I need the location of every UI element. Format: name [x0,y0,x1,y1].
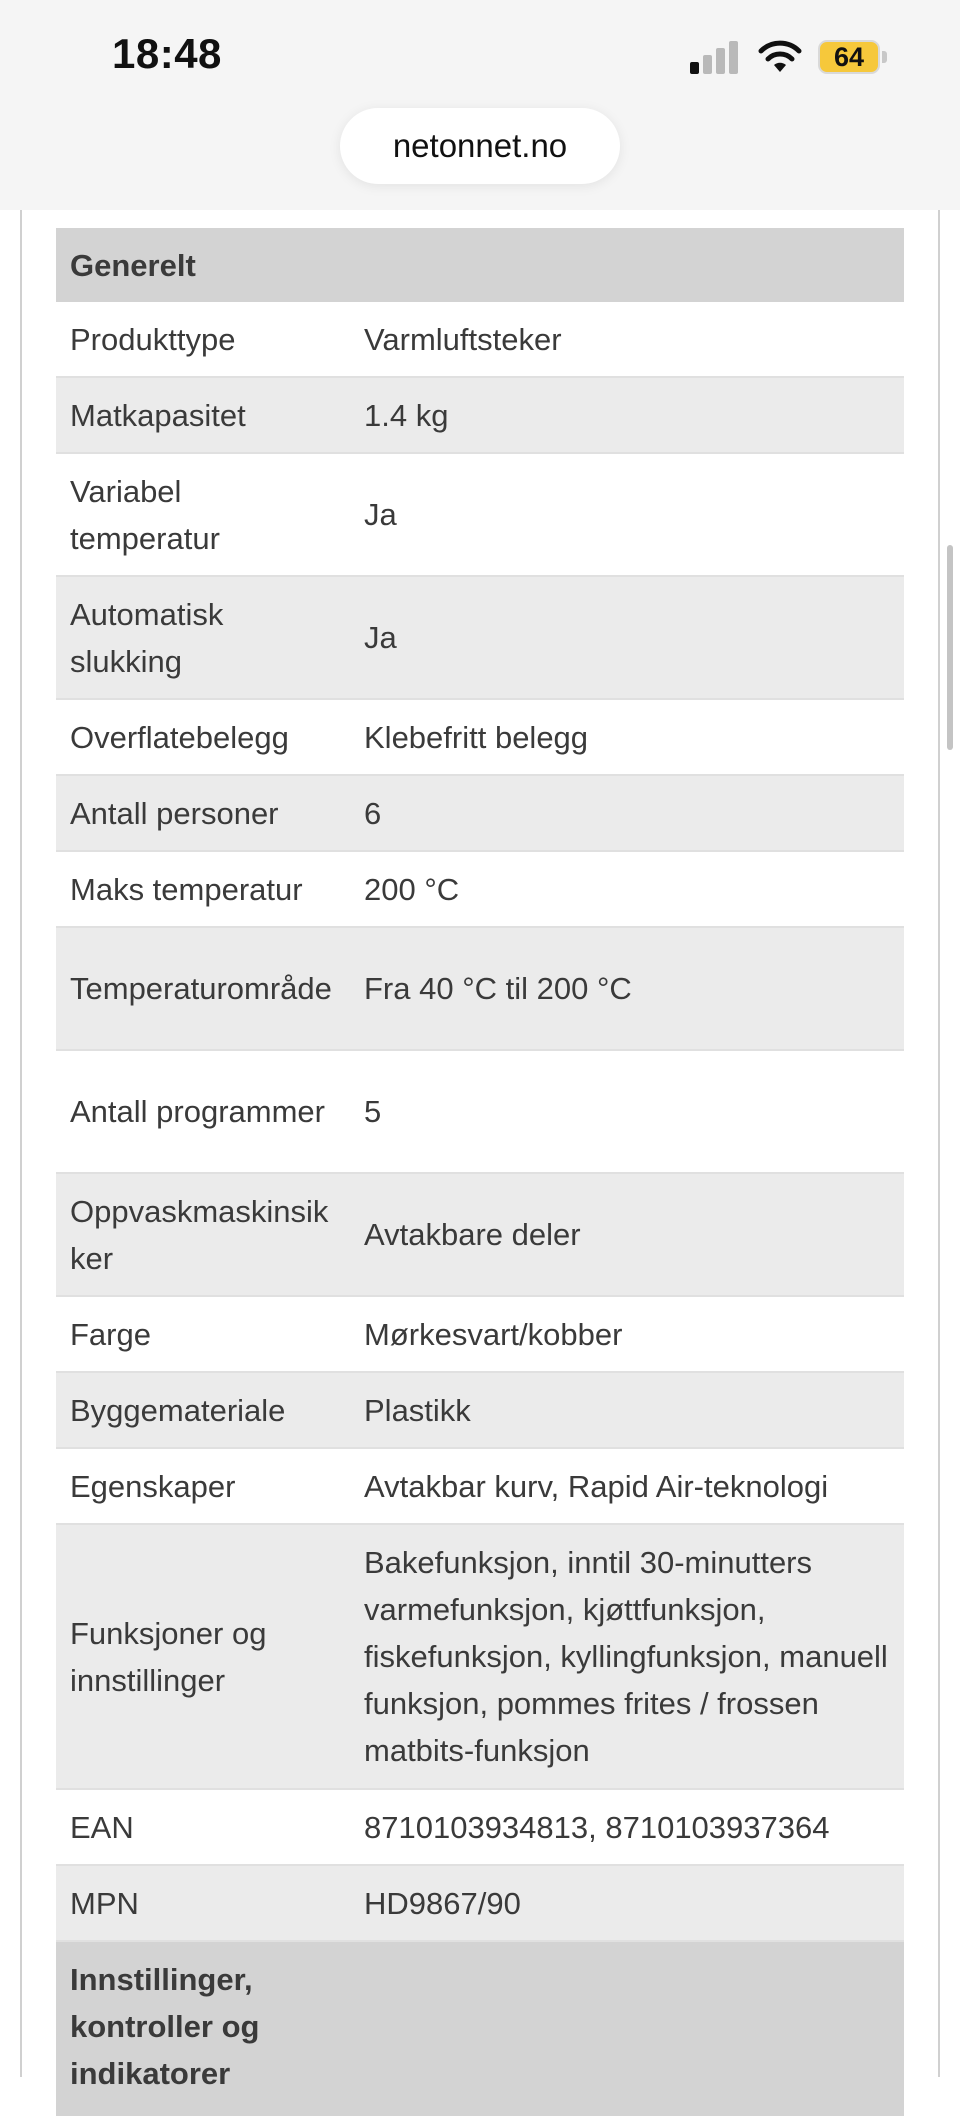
spec-value: Varmluftsteker [364,321,562,357]
spec-table [56,228,904,2116]
spec-value: Avtakbar kurv, Rapid Air-teknologi [364,1468,829,1504]
scrollbar[interactable] [947,545,953,750]
spec-label: Automatisk slukking [56,576,350,699]
spec-value: 1.4 kg [350,377,904,453]
spec-value: 8710103934813, 8710103937364 [364,1809,830,1845]
spec-label: Funksjoner og innstillinger [56,1524,350,1789]
wifi-icon [756,38,804,74]
clock: 18:48 [112,30,222,77]
status-bar [0,0,960,210]
table-row [56,775,904,851]
spec-value: Bakefunksjon, inntil 30-minutters varmefunksjon, kjøttfunksjon, fiskefunksjon, kyllingfunksjon, manuell funksjon, pommes frites / frossen matbits-funksjon [350,1524,904,1789]
spec-value: Klebefritt belegg [364,719,589,755]
spec-value: Fra 40 °C til 200 °C [350,927,904,1050]
table-row [56,576,904,699]
cellular-signal-icon [690,40,740,74]
section-header-controls [56,1941,904,2116]
spec-label: MPN [56,1865,350,1941]
spec-label: Matkapasitet [56,377,350,453]
spec-label: Oppvaskmaskinsikker [56,1173,350,1296]
table-row [56,1448,904,1524]
spec-label: Maks temperatur [70,871,303,907]
table-row [56,851,904,927]
table-row [56,927,904,1050]
table-row [56,1865,904,1941]
spec-label: Antall personer [56,775,350,851]
spec-value: Mørkesvart/kobber [364,1316,623,1352]
spec-value: Plastikk [350,1372,904,1448]
table-row [56,1372,904,1448]
spec-label: Overflatebelegg [70,719,289,755]
spec-value: 5 [364,1094,382,1129]
address-bar[interactable]: netonnet.no [340,108,620,184]
table-row [56,1789,904,1865]
spec-value: Ja [364,497,397,532]
table-row [56,699,904,775]
spec-label: Produkttype [70,321,236,357]
section-title: Innstillinger, kontroller og indikatorer [56,1941,350,2116]
battery-icon: 64 [818,40,880,74]
table-row [56,1173,904,1296]
spec-value: HD9867/90 [350,1865,904,1941]
spec-label: Temperaturområde [56,927,350,1050]
battery-tip [882,51,887,63]
spec-value: 200 °C [364,871,460,907]
table-row [56,1524,904,1789]
spec-value: Ja [350,576,904,699]
spec-value: 6 [350,775,904,851]
table-row [56,453,904,576]
spec-label: Byggemateriale [56,1372,350,1448]
spec-label: Antall programmer [70,1094,325,1129]
spec-label: Farge [70,1316,151,1352]
section-header-general [56,228,904,302]
spec-value: Avtakbare deler [350,1173,904,1296]
spec-label: Variabel temperatur [70,473,220,556]
table-row [56,1050,904,1173]
section-title: Generelt [56,228,904,302]
spec-label: Egenskaper [70,1468,236,1504]
table-row [56,377,904,453]
table-row [56,302,904,377]
table-row [56,1296,904,1372]
spec-label: EAN [70,1809,134,1845]
